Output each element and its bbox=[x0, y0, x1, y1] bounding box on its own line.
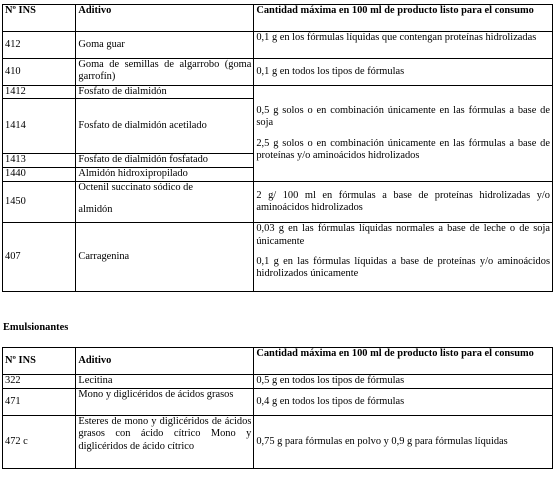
cell-aditivo: Fosfato de dialmidón bbox=[76, 86, 254, 99]
header-ins: Nº INS bbox=[3, 5, 76, 32]
cell-cantidad: 0,4 g en todos los tipos de fórmulas bbox=[254, 389, 553, 416]
cell-ins: 1440 bbox=[3, 168, 76, 182]
cantidad-almidones-soja: 0,5 g solos o en combinación únicamente en las fórmulas a base de soja bbox=[256, 105, 550, 129]
cell-aditivo bbox=[76, 416, 254, 469]
cell-aditivo bbox=[76, 182, 254, 223]
table-row bbox=[3, 32, 553, 59]
cell-cantidad: 2 g/ 100 ml en fórmulas a base de proteínas hidrolizadas y/o aminoácidos hidrolizados bbox=[254, 182, 553, 223]
cell-cantidad: 0,75 g para fórmulas en polvo y 0,9 g para fórmulas líquidas bbox=[254, 416, 553, 469]
cell-cantidad-almidones bbox=[254, 86, 553, 182]
cell-ins: 1414 bbox=[3, 99, 76, 154]
octenil-linea-1: Octenil succinato sódico de bbox=[78, 182, 193, 194]
cantidad-carragenina-normales: 0,03 g en las fórmulas líquidas normales a base de leche o de soja únicamente bbox=[256, 223, 550, 247]
cantidad-almidones-hidrolizados: 2,5 g solos o en combinación únicamente en las fórmulas a base de proteínas y/o aminoácidos hidrolizados bbox=[256, 137, 550, 161]
cantidad-carragenina-hidrolizados: 0,1 g en las fórmulas líquidas a base de proteínas y/o aminoácidos hidrolizados únicamente bbox=[256, 255, 550, 280]
table-row bbox=[3, 182, 553, 223]
cell-ins: 471 bbox=[3, 389, 76, 416]
aditivos-espesantes-table bbox=[2, 4, 553, 292]
table-row bbox=[3, 375, 553, 389]
cell-ins: 1450 bbox=[3, 182, 76, 223]
cell-cantidad: 0,1 g en los fórmulas líquidas que contengan proteínas hidrolizadas bbox=[254, 32, 553, 59]
header-aditivo: Aditivo bbox=[76, 348, 254, 375]
cell-aditivo: Almidón hidroxipropilado bbox=[76, 168, 254, 182]
table-row bbox=[3, 389, 553, 416]
section-heading-emulsionantes: Emulsionantes bbox=[3, 322, 69, 333]
cell-ins: 1412 bbox=[3, 86, 76, 99]
cell-aditivo: Fosfato de dialmidón acetilado bbox=[76, 99, 254, 154]
table-row bbox=[3, 86, 553, 99]
cell-ins: 407 bbox=[3, 223, 76, 292]
cell-ins: 472 c bbox=[3, 416, 76, 469]
cell-aditivo: Mono y diglicéridos de ácidos grasos bbox=[76, 389, 254, 416]
aditivos-emulsionantes-table bbox=[2, 347, 553, 469]
cell-ins: 1413 bbox=[3, 154, 76, 168]
cell-aditivo: Lecitina bbox=[76, 375, 254, 389]
cell-cantidad-carragenina bbox=[254, 223, 553, 292]
cell-aditivo: Carragenina bbox=[76, 223, 254, 292]
header-ins: Nº INS bbox=[3, 348, 76, 375]
cell-aditivo: Fosfato de dialmidón fosfatado bbox=[76, 154, 254, 168]
aditivo-esteres: Esteres de mono y diglicéridos de ácidos grasos con ácido cítrico bbox=[78, 416, 252, 440]
cell-aditivo: Goma de semillas de algarrobo (goma garrofín) bbox=[76, 59, 254, 86]
table-row bbox=[3, 223, 553, 292]
cell-ins: 412 bbox=[3, 32, 76, 59]
table-row bbox=[3, 59, 553, 86]
cell-aditivo: Goma guar bbox=[76, 32, 254, 59]
cell-cantidad: 0,1 g en todos los tipos de fórmulas bbox=[254, 59, 553, 86]
cell-ins: 322 bbox=[3, 375, 76, 389]
table-header-row bbox=[3, 5, 553, 32]
cell-ins: 410 bbox=[3, 59, 76, 86]
header-aditivo: Aditivo bbox=[76, 5, 254, 32]
aditivo-mono-diglicéridos: Mono y diglicéridos de ácido cítrico bbox=[78, 428, 252, 452]
header-cantidad: Cantidad máxima en 100 ml de producto listo para el consumo bbox=[254, 5, 553, 32]
header-cantidad: Cantidad máxima en 100 ml de producto listo para el consumo bbox=[254, 348, 553, 375]
octenil-linea-2: almidón bbox=[78, 203, 113, 215]
cell-cantidad: 0,5 g en todos los tipos de fórmulas bbox=[254, 375, 553, 389]
table-row bbox=[3, 416, 553, 469]
table-header-row bbox=[3, 348, 553, 375]
